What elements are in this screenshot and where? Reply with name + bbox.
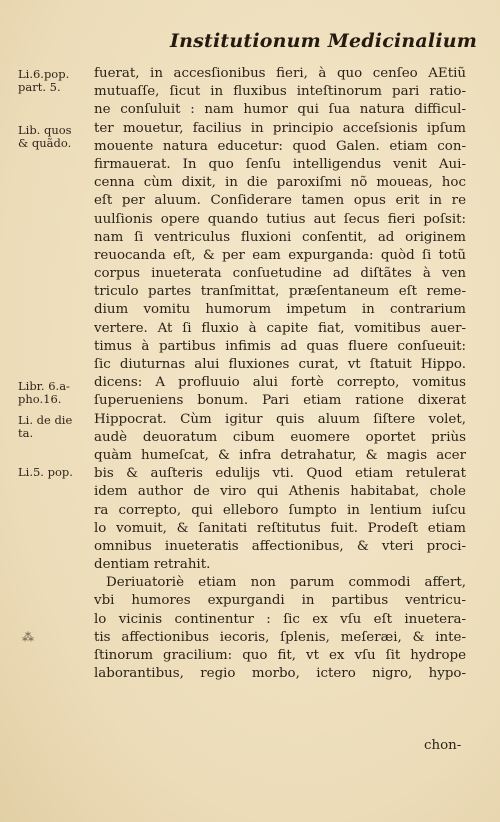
margin-note: Li. de die ta.: [18, 413, 73, 440]
text-line: quàm humeſcat, & infra detrahatur, & magis acer: [94, 447, 466, 463]
text-line: corpus inueterata conſuetudine ad diſtãtes à ven: [94, 266, 466, 282]
text-line: cenna cùm dixit, in die paroxiſmi nõ moueas, hoc: [94, 175, 466, 191]
text-line: mouente natura educetur: quod Galen. etiam con-: [94, 138, 466, 154]
text-line: laborantibus, regio morbo, ictero nigro, hypo-: [94, 666, 466, 682]
margin-note: Li.5. pop.: [18, 465, 73, 479]
text-line: Deriuatoriè etiam non parum commodi affert,: [106, 575, 466, 591]
text-line: omnibus inueteratis affectionibus, & vteri proci-: [94, 538, 466, 554]
text-line: eſt per aluum. Conſiderare tamen opus erit in re: [94, 193, 466, 209]
text-line: ne conſuluit : nam humor qui ſua natura difficul-: [94, 102, 466, 118]
text-line: ra correpto, qui elleboro ſumpto in lentium iuſcu: [94, 502, 466, 518]
margin-note: Li.6.pop. part. 5.: [18, 67, 70, 94]
text-line: ſtinorum gracilium: quo fit, vt ex vſu ſit hydrope: [94, 648, 466, 663]
text-line: idem author de viro qui Athenis habitabat, chole: [94, 484, 466, 500]
text-line: dium vomitu humorum impetum in contrarium: [94, 302, 466, 318]
text-line: reuocanda eſt, & per eam expurganda: quòd ſi totũ: [94, 247, 466, 263]
text-line: timus à partibus infimis ad quas fluere conſueuit:: [94, 338, 466, 354]
margin-ornament: ⁂: [22, 630, 34, 644]
text-line: nam ſi ventriculus fluxioni conſentit, ad originem: [94, 229, 466, 245]
text-line: triculo partes tranſmittat, præſentaneum eſt reme-: [94, 284, 466, 300]
text-line: vertere. At ſi fluxio à capite fiat, vomitibus auer-: [94, 320, 466, 336]
text-line: audè deuoratum cibum euomere oportet priùs: [94, 429, 466, 445]
text-line: uulſionis opere quando tutius aut ſecus fieri poſsit:: [94, 211, 466, 227]
text-line: tis affectionibus iecoris, ſplenis, meſeræi, & inte-: [94, 629, 466, 645]
text-line: fuerat, in accesſionibus fieri, à quo cenſeo AEtiũ: [94, 66, 466, 81]
text-line: bis & auſteris edulijs vti. Quod etiam retulerat: [94, 466, 466, 482]
text-line: lo vomuit, & ſanitati reſtitutus fuit. Prodeſt etiam: [94, 520, 466, 536]
text-line: mutuaſſe, ſicut in fluxibus inteſtinorum pari ratio-: [94, 84, 466, 100]
text-line: ſic diuturnas alui fluxiones curat, vt ſtatuit Hippo.: [94, 357, 466, 372]
text-line: ſuperueniens bonum. Pari etiam ratione dixerat: [94, 393, 466, 409]
body-text: [94, 65, 466, 683]
text-line: vbi humores expurgandi in partibus ventricu-: [94, 593, 466, 609]
running-head: Institutionum Medicinalium: [170, 30, 478, 52]
text-line: Hippocrat. Cùm igitur quis aluum ſiſtere volet,: [94, 411, 466, 427]
text-line: lo vicinis continentur : ſic ex vſu eſt inuetera-: [94, 611, 466, 627]
margin-note: Libr. 6.a- pho.16.: [18, 379, 70, 406]
text-line: ter mouetur, facilius in principio acceſsionis ipſum: [94, 120, 466, 136]
text-line: firmauerat. In quo ſenſu intelligendus venit Aui-: [94, 156, 466, 172]
margin-note: Lib. quos & quãdo.: [18, 123, 72, 150]
text-line: dicens: A profluuio alui fortè correpto, vomitus: [94, 375, 466, 391]
catchword: chon-: [424, 738, 462, 753]
text-line: dentiam retrahit.: [94, 557, 211, 573]
